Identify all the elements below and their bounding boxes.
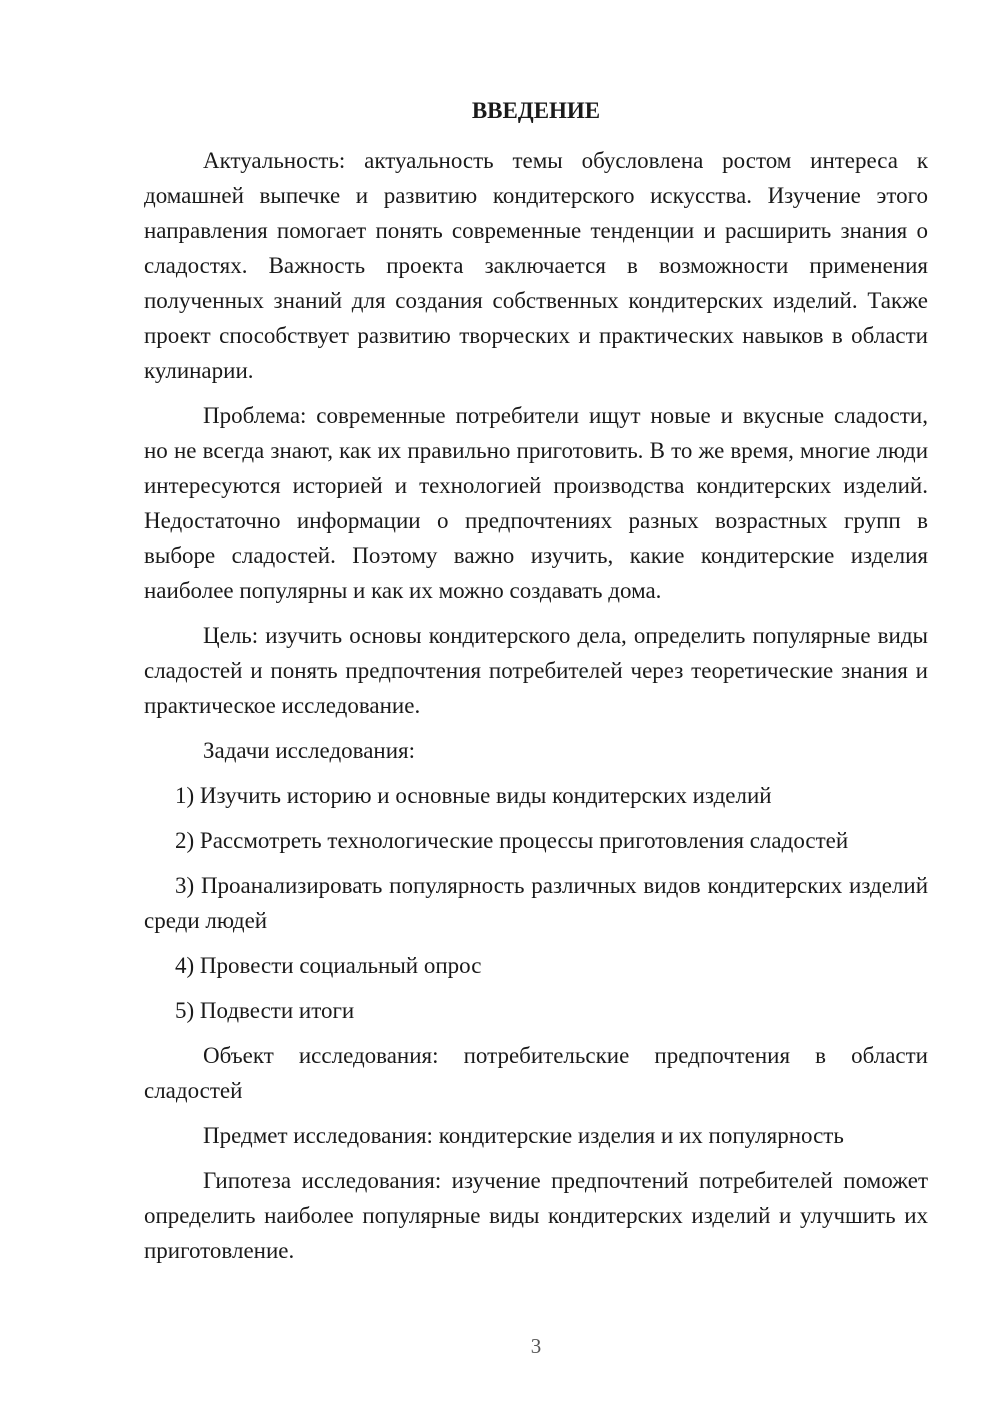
problem-paragraph: Проблема: современные потребители ищут новые и вкусные сладости, но не всегда знают, как их правильно приготовить. В то же время, многие люди интересуются историей и технологией производства кондитерских изделий. Недостаточно информации о предпочтениях разных возрастных групп в выборе сладостей. Поэтому важно изучить, какие кондитерские изделия наиболее популярны и как их можно создавать дома. (144, 403, 928, 603)
list-item: 5) Подвести итоги (175, 998, 355, 1023)
relevance-paragraph: Актуальность: актуальность темы обусловлена ростом интереса к домашней выпечке и развитию кондитерского искусства. Изучение этого направления помогает понять современные тенденции и расширить знания о сладостях. Важность проекта заключается в возможности применения полученных знаний для создания собственных кондитерских изделий. Также проект способствует развитию творческих и практических навыков в области кулинарии. (144, 148, 928, 383)
list-item: 2) Рассмотреть технологические процессы приготовления сладостей (175, 828, 849, 853)
goal-paragraph: Цель: изучить основы кондитерского дела, определить популярные виды сладостей и понять предпочтения потребителей через теоретические знания и практическое исследование. (144, 623, 928, 718)
section-title: ВВЕДЕНИЕ (471, 98, 601, 123)
list-item: 4) Провести социальный опрос (175, 953, 482, 978)
object-paragraph: Объект исследования: потребительские предпочтения в области сладостей (144, 1043, 928, 1103)
document-body (144, 143, 928, 1278)
list-item: 3) Проанализировать популярность различных видов кондитерских изделий среди людей (144, 873, 928, 933)
list-item: 1) Изучить историю и основные виды кондитерских изделий (175, 783, 772, 808)
subject-paragraph: Предмет исследования: кондитерские изделия и их популярность (203, 1123, 844, 1148)
tasks-heading: Задачи исследования: (203, 738, 416, 763)
page-number: 3 (530, 1334, 542, 1358)
hypothesis-paragraph: Гипотеза исследования: изучение предпочтений потребителей поможет определить наиболее популярные виды кондитерских изделий и улучшить их приготовление. (144, 1168, 928, 1263)
tasks-list (144, 778, 928, 1028)
